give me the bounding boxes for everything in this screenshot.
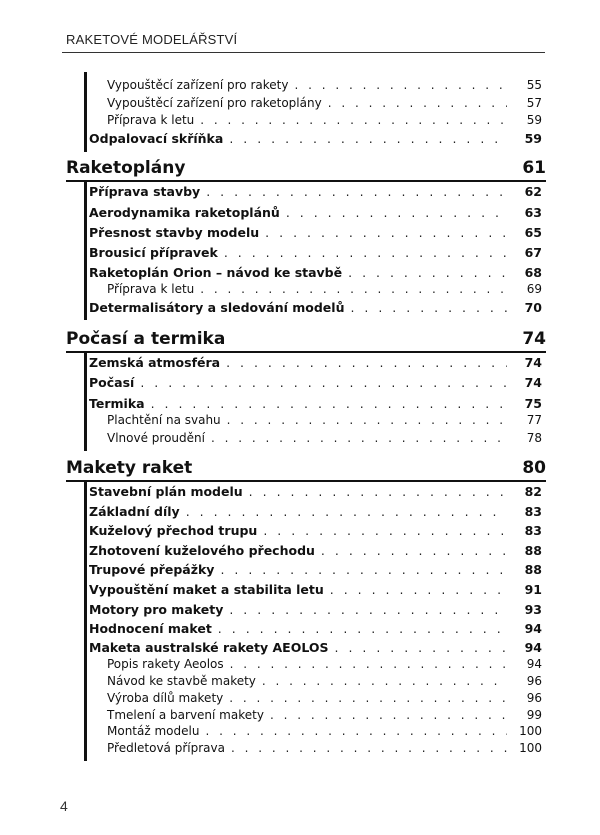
entry-page: 82 <box>524 484 542 499</box>
chapter-page: 74 <box>522 329 546 349</box>
entry-label: Tmelení a barvení makety <box>107 708 264 722</box>
chapter-rule <box>66 180 546 182</box>
entry-label: Motory pro makety <box>89 602 224 617</box>
toc-entry <box>89 484 513 499</box>
entry-label: Termika <box>89 396 145 411</box>
dot-leader <box>350 300 507 315</box>
dot-leader <box>286 205 507 220</box>
entry-page: 59 <box>526 113 542 127</box>
toc-entry <box>89 245 513 260</box>
dot-leader <box>200 113 507 127</box>
entry-page: 88 <box>524 562 542 577</box>
chapter-title: Raketoplány <box>66 158 186 178</box>
entry-label: Příprava k letu <box>107 282 195 296</box>
entry-page: 57 <box>526 96 542 110</box>
entry-page: 94 <box>524 640 542 655</box>
dot-leader <box>220 562 507 577</box>
toc-subentry <box>107 413 513 427</box>
entry-page: 68 <box>524 265 542 280</box>
toc-subentry <box>107 691 513 705</box>
toc-subentry <box>107 674 513 688</box>
dot-leader <box>265 225 507 240</box>
dot-leader <box>231 741 507 755</box>
entry-label: Trupové přepážky <box>89 562 215 577</box>
chapter-page: 61 <box>522 158 546 178</box>
entry-page: 77 <box>526 413 542 427</box>
entry-label: Aerodynamika raketoplánů <box>89 205 280 220</box>
entry-label: Hodnocení maket <box>89 621 212 636</box>
dot-leader <box>229 131 507 146</box>
toc-subentry <box>107 282 513 296</box>
dot-leader <box>224 245 507 260</box>
entry-page: 93 <box>524 602 542 617</box>
entry-page: 62 <box>524 184 542 199</box>
toc-entry <box>89 355 513 370</box>
dot-leader <box>140 375 507 390</box>
entry-label: Vypouštění maket a stabilita letu <box>89 582 324 597</box>
dot-leader <box>262 674 507 688</box>
toc-entry <box>89 225 513 240</box>
toc-subentry <box>107 431 513 445</box>
entry-label: Brousicí přípravek <box>89 245 218 260</box>
entry-page: 69 <box>526 282 542 296</box>
toc-entry <box>89 375 513 390</box>
entry-page: 91 <box>524 582 542 597</box>
entry-label: Zemská atmosféra <box>89 355 221 370</box>
toc-entry <box>89 523 513 538</box>
entry-label: Kuželový přechod trupu <box>89 523 258 538</box>
entry-label: Raketoplán Orion – návod ke stavbě <box>89 265 343 280</box>
entry-label: Odpalovací skříňka <box>89 131 224 146</box>
entry-label: Příprava stavby <box>89 184 201 199</box>
entry-label: Plachtění na svahu <box>107 413 221 427</box>
entry-label: Vlnové proudění <box>107 431 205 445</box>
toc-entry <box>89 621 513 636</box>
entry-label: Zhotovení kuželového přechodu <box>89 543 315 558</box>
chapter-heading <box>66 456 546 478</box>
dot-leader <box>186 504 507 519</box>
entry-page: 70 <box>524 300 542 315</box>
dot-leader <box>200 282 507 296</box>
chapter-title: Počasí a termika <box>66 329 226 349</box>
section-bracket <box>84 72 87 152</box>
toc-subentry <box>107 741 513 755</box>
entry-label: Maketa australské rakety AEOLOS <box>89 640 329 655</box>
toc-subentry <box>107 724 513 738</box>
entry-page: 75 <box>524 396 542 411</box>
toc-entry <box>89 562 513 577</box>
entry-page: 83 <box>524 523 542 538</box>
toc-entry <box>89 265 513 280</box>
toc-entry <box>89 582 513 597</box>
dot-leader <box>227 413 507 427</box>
dot-leader <box>249 484 507 499</box>
dot-leader <box>328 96 507 110</box>
dot-leader <box>348 265 507 280</box>
section-bracket <box>84 482 87 761</box>
entry-page: 99 <box>526 708 542 722</box>
entry-page: 96 <box>526 674 542 688</box>
entry-label: Základní díly <box>89 504 180 519</box>
entry-page: 94 <box>526 657 542 671</box>
entry-page: 67 <box>524 245 542 260</box>
entry-page: 74 <box>524 375 542 390</box>
dot-leader <box>229 691 507 705</box>
dot-leader <box>229 602 507 617</box>
header-rule <box>62 52 545 53</box>
toc-entry <box>89 602 513 617</box>
toc-entry <box>89 205 513 220</box>
entry-page: 88 <box>524 543 542 558</box>
dot-leader <box>335 640 508 655</box>
dot-leader <box>270 708 507 722</box>
dot-leader <box>218 621 507 636</box>
dot-leader <box>151 396 507 411</box>
dot-leader <box>321 543 507 558</box>
chapter-title: Makety raket <box>66 458 193 478</box>
entry-label: Montáž modelu <box>107 724 200 738</box>
toc-entry <box>89 131 513 146</box>
dot-leader <box>230 657 507 671</box>
chapter-rule <box>66 351 546 353</box>
chapter-heading <box>66 327 546 349</box>
entry-label: Stavební plán modelu <box>89 484 243 499</box>
entry-label: Počasí <box>89 375 135 390</box>
entry-label: Přesnost stavby modelu <box>89 225 260 240</box>
entry-page: 100 <box>519 724 542 738</box>
entry-page: 65 <box>524 225 542 240</box>
entry-label: Determalisátory a sledování modelů <box>89 300 345 315</box>
entry-page: 100 <box>519 741 542 755</box>
toc-entry <box>89 184 513 199</box>
chapter-rule <box>66 480 546 482</box>
entry-page: 74 <box>524 355 542 370</box>
toc-subentry <box>107 78 513 92</box>
entry-label: Návod ke stavbě makety <box>107 674 256 688</box>
entry-label: Vypouštěcí zařízení pro raketoplány <box>107 96 322 110</box>
dot-leader <box>226 355 507 370</box>
dot-leader <box>263 523 507 538</box>
toc-entry <box>89 504 513 519</box>
entry-page: 59 <box>524 131 542 146</box>
dot-leader <box>330 582 507 597</box>
toc-subentry <box>107 657 513 671</box>
toc-entry <box>89 640 513 655</box>
toc-entry <box>89 396 513 411</box>
entry-page: 96 <box>526 691 542 705</box>
section-bracket <box>84 353 87 451</box>
toc-entry <box>89 543 513 558</box>
entry-page: 63 <box>524 205 542 220</box>
entry-label: Výroba dílů makety <box>107 691 224 705</box>
toc-entry <box>89 300 513 315</box>
section-bracket <box>84 182 87 320</box>
running-header: RAKETOVÉ MODELÁŘSTVÍ <box>66 32 238 47</box>
chapter-heading <box>66 156 546 178</box>
dot-leader <box>206 184 507 199</box>
toc-subentry <box>107 113 513 127</box>
entry-label: Příprava k letu <box>107 113 195 127</box>
dot-leader <box>205 724 507 738</box>
entry-page: 83 <box>524 504 542 519</box>
entry-page: 94 <box>524 621 542 636</box>
page-number: 4 <box>60 798 68 814</box>
entry-page: 78 <box>526 431 542 445</box>
toc-subentry <box>107 96 513 110</box>
chapter-page: 80 <box>522 458 546 478</box>
entry-label: Předletová příprava <box>107 741 225 755</box>
entry-label: Popis rakety Aeolos <box>107 657 224 671</box>
toc-subentry <box>107 708 513 722</box>
dot-leader <box>211 431 507 445</box>
dot-leader <box>294 78 507 92</box>
entry-label: Vypouštěcí zařízení pro rakety <box>107 78 289 92</box>
entry-page: 55 <box>526 78 542 92</box>
